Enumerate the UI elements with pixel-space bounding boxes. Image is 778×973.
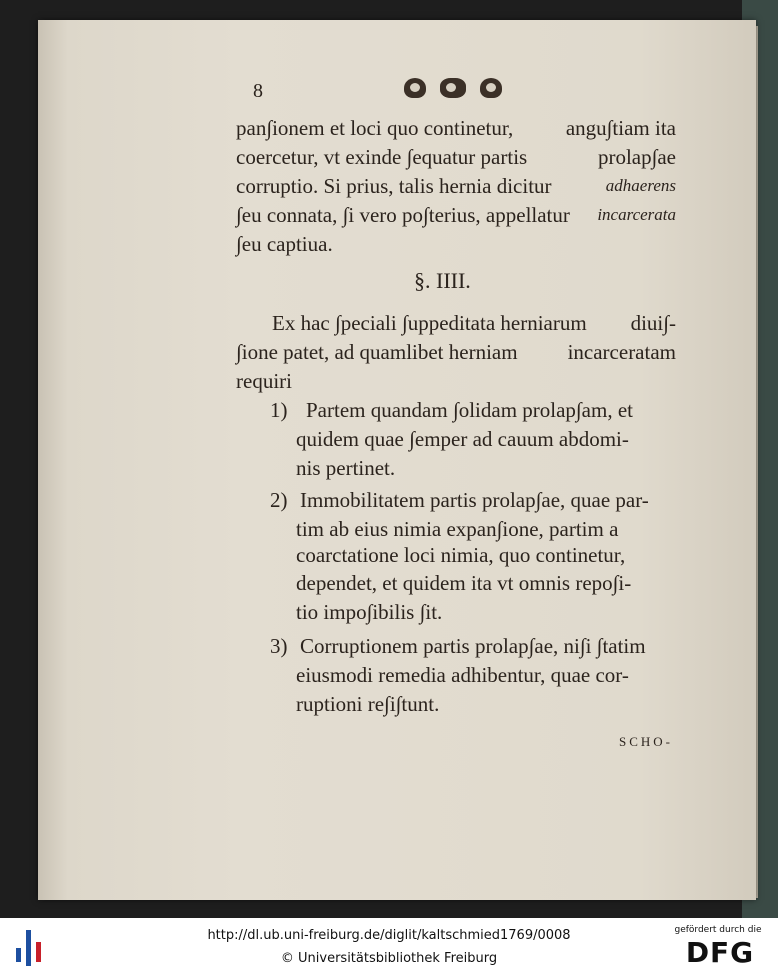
section-heading: §. IIII. xyxy=(414,268,471,293)
text-line xyxy=(236,114,676,142)
list-item-line: Corruptionem partis prolap∫ae, ni∫i ∫tatim xyxy=(300,634,646,658)
dfg-logo: DFG xyxy=(685,936,755,969)
ornament-flower-icon xyxy=(404,78,426,98)
text-segment: coercetur, vt exinde ∫equatur partis xyxy=(236,145,528,169)
text-segment: diui∫- xyxy=(630,311,676,335)
catchword: SCHO- xyxy=(619,734,674,749)
text-line xyxy=(236,230,333,258)
text-segment: pan∫ionem et loci quo continetur, xyxy=(236,116,514,140)
page-number: 8 xyxy=(253,80,263,102)
text-segment: angu∫tiam ita xyxy=(565,116,676,140)
list-item-line: eiusmodi remedia adhibentur, quae cor- xyxy=(296,663,629,687)
list-item-line: ruptioni re∫i∫tunt. xyxy=(296,692,440,716)
list-marker: 3) xyxy=(270,634,288,658)
list-item-line: tim ab eius nimia expan∫ione, partim a xyxy=(296,517,619,541)
text-segment: incarceratam xyxy=(567,340,676,364)
text-segment: ∫ione patet, ad quamlibet herniam xyxy=(236,340,518,364)
text-segment: corruptio. Si prius, talis hernia dicitur xyxy=(236,174,552,198)
text-segment: prolap∫ae xyxy=(597,145,676,169)
footer-copyright: © Universitätsbibliothek Freiburg xyxy=(280,951,498,966)
text-segment: ∫eu connata, ∫i vero po∫terius, appellatur xyxy=(236,203,570,227)
list-item-line: coarctatione loci nimia, quo continetur, xyxy=(296,543,626,567)
text-line xyxy=(236,201,676,229)
dfg-caption: gefördert durch die xyxy=(674,925,762,935)
list-item-line: quidem quae ∫emper ad cauum abdomi- xyxy=(296,427,629,451)
list-item-line: dependet, et quidem ita vt omnis repo∫i- xyxy=(296,571,632,595)
list-item-line: nis pertinet. xyxy=(296,456,396,480)
text-segment: requiri xyxy=(236,369,292,393)
italic-term: incarcerata xyxy=(597,205,676,224)
text-line xyxy=(236,172,676,200)
ornament-flower-icon xyxy=(480,78,502,98)
text-line xyxy=(236,367,292,395)
list-item-line: tio impo∫ibilis ∫it. xyxy=(296,600,443,624)
header-ornament xyxy=(404,78,502,98)
text-line xyxy=(272,309,676,337)
list-marker: 1) xyxy=(270,398,288,422)
list-marker: 2) xyxy=(270,488,288,512)
text-line xyxy=(236,143,676,171)
list-item-line: Immobilitatem partis prolap∫ae, quae par- xyxy=(300,488,649,512)
text-segment: Ex hac ∫peciali ∫uppeditata herniarum xyxy=(272,311,587,335)
italic-term: adhaerens xyxy=(605,176,676,195)
list-item-line: Partem quandam ∫olidam prolap∫am, et xyxy=(306,398,633,422)
footer-url: http://dl.ub.uni-freiburg.de/diglit/kaltschmied1769/0008 xyxy=(207,928,571,943)
ornament-center-icon xyxy=(440,78,466,98)
text-segment: ∫eu captiua. xyxy=(236,232,333,256)
text-line xyxy=(236,338,676,366)
